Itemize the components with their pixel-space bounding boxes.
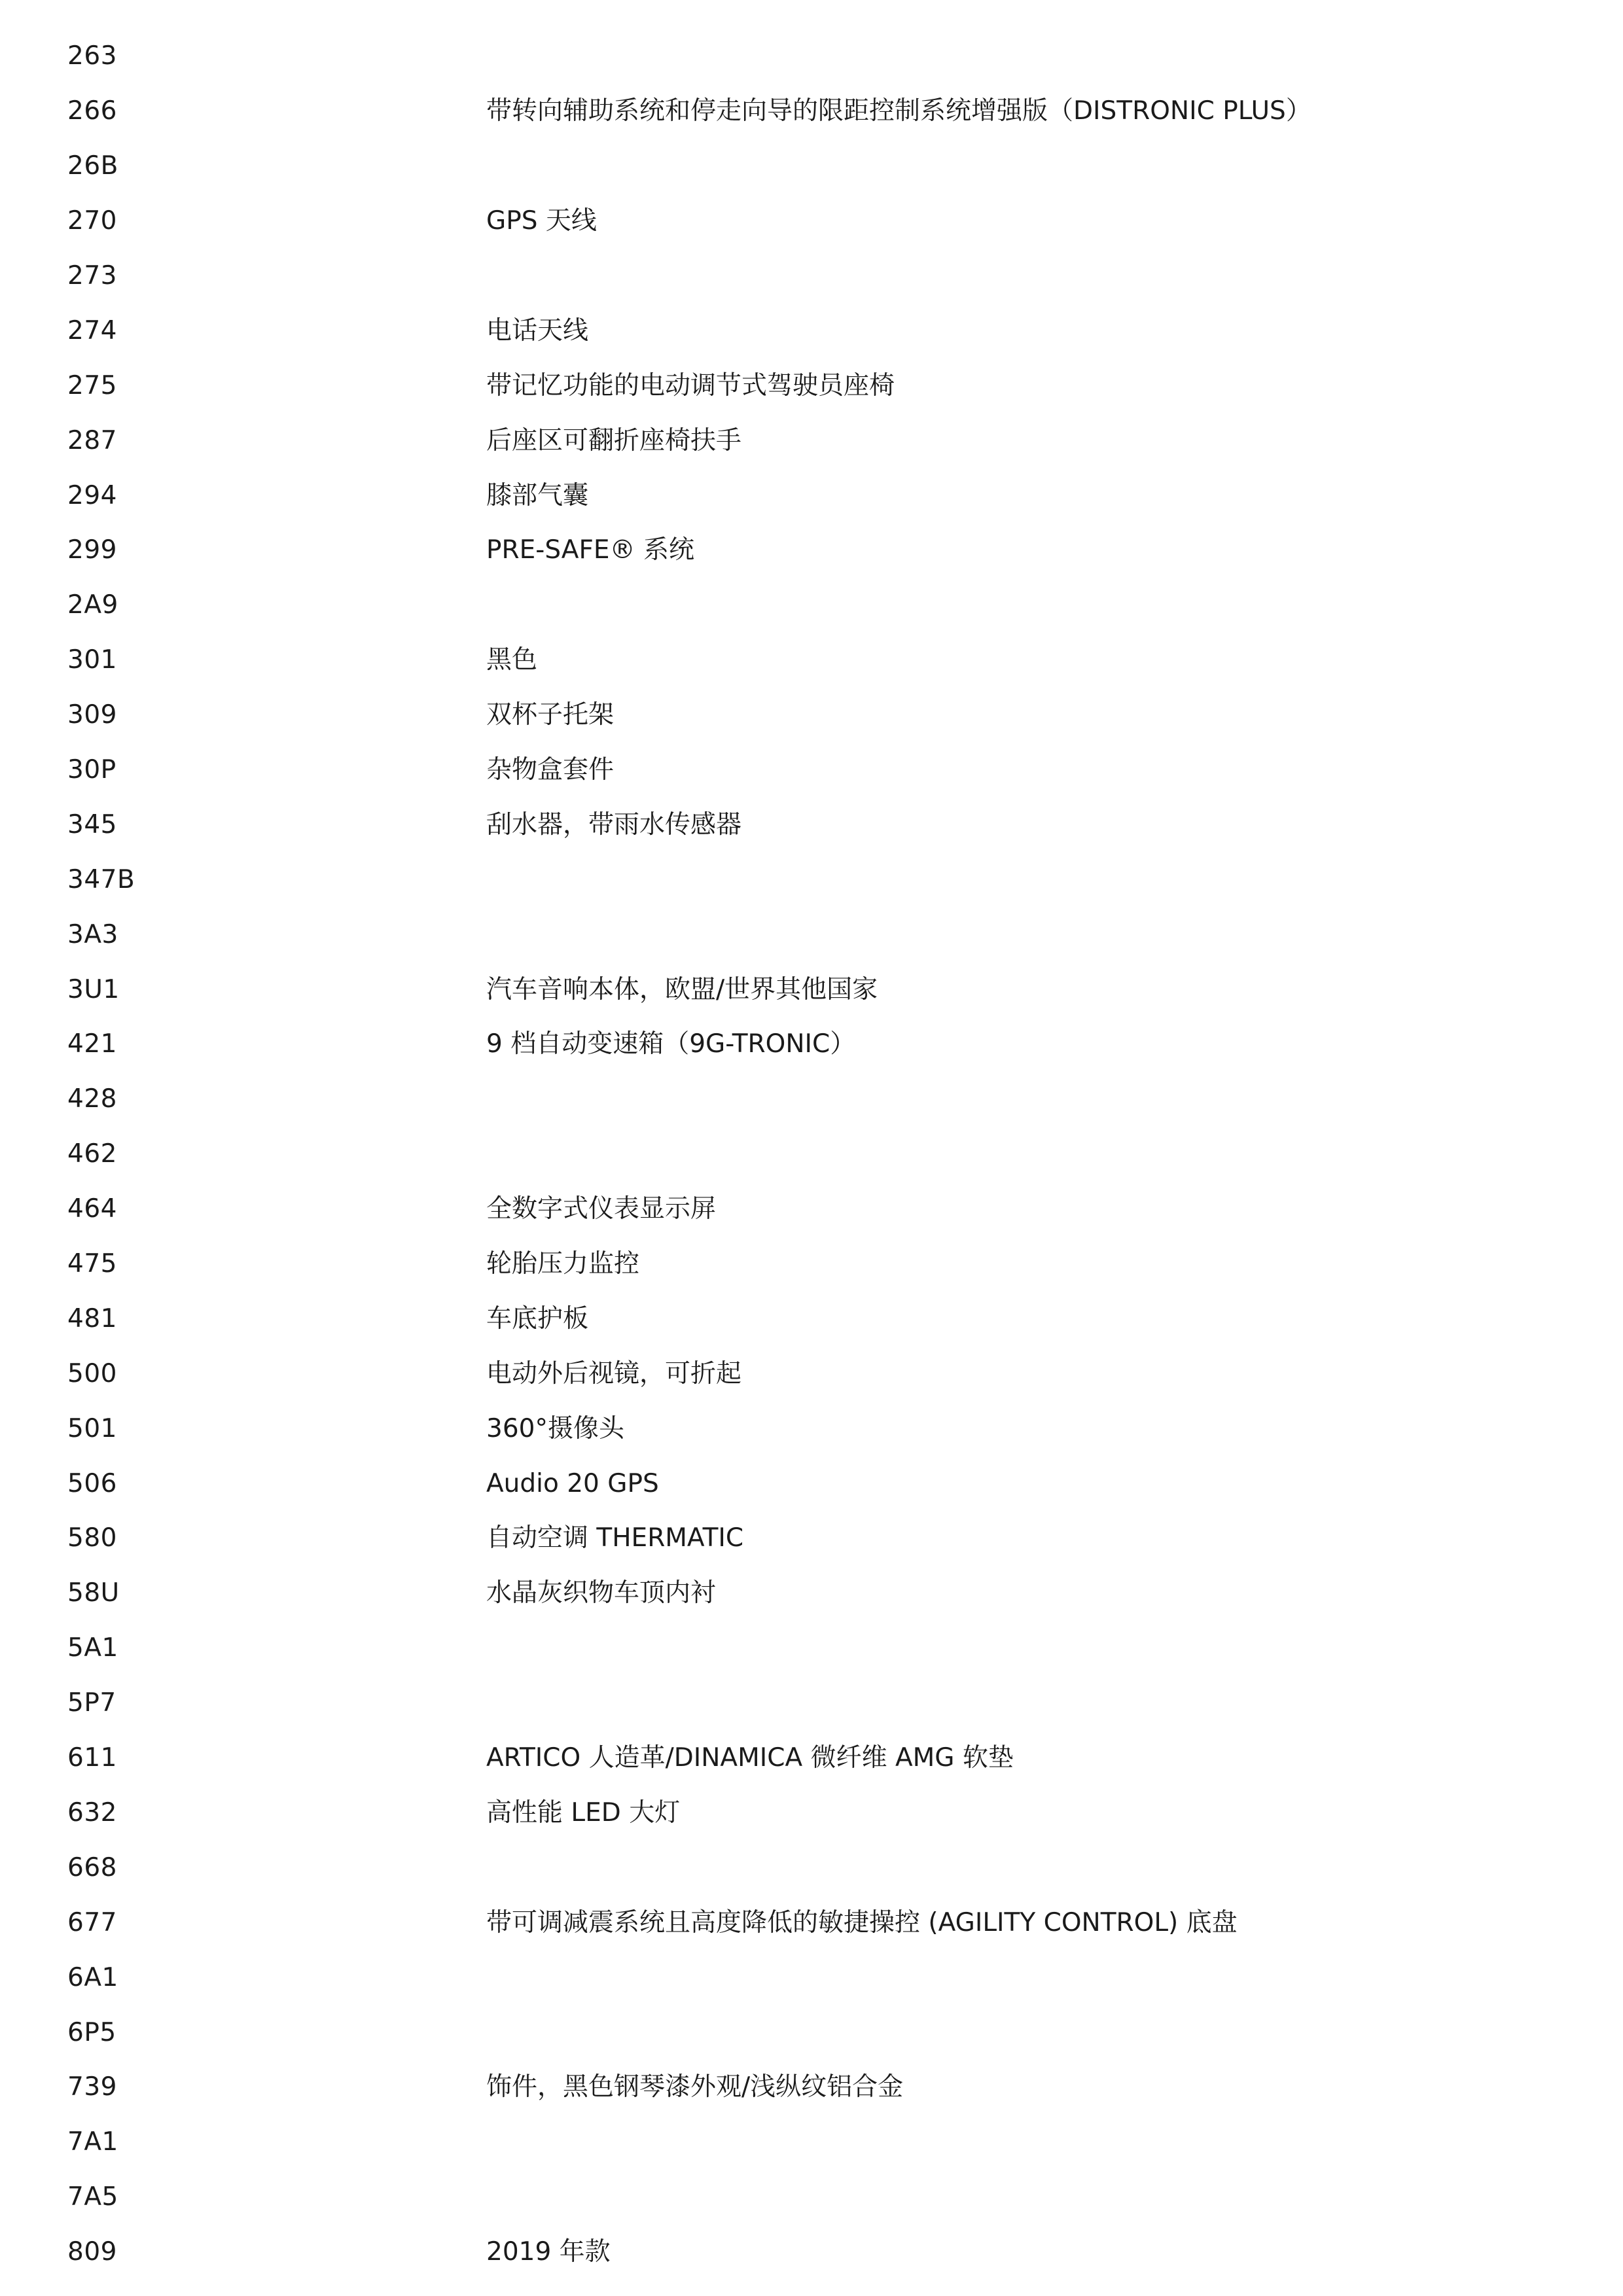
option-description: 饰件，黑色钢琴漆外观/浅纵纹铝合金 (486, 2072, 904, 2102)
option-code: 464 (67, 1194, 117, 1224)
option-row (67, 1731, 1573, 1786)
option-code: 294 (67, 480, 117, 510)
option-code: 345 (67, 809, 117, 839)
option-description: 双杯子托架 (486, 700, 615, 730)
option-code: 611 (67, 1743, 117, 1773)
option-row (67, 139, 1573, 194)
option-code: 5P7 (67, 1688, 116, 1718)
option-description: 高性能 LED 大灯 (486, 1797, 681, 1828)
option-row (67, 2225, 1573, 2280)
option-description: 水晶灰织物车顶内衬 (486, 1578, 717, 1608)
option-description: 电动外后视镜，可折起 (486, 1358, 742, 1388)
option-code: 809 (67, 2237, 117, 2267)
option-code: 347B (67, 864, 135, 894)
option-row (67, 2060, 1573, 2115)
option-code: 274 (67, 315, 117, 345)
option-row (67, 1786, 1573, 1841)
option-description: 杂物盒套件 (486, 755, 615, 785)
option-code: 2A9 (67, 590, 118, 620)
option-row (67, 688, 1573, 743)
option-row (67, 2005, 1573, 2060)
option-row (67, 523, 1573, 578)
option-row (67, 2170, 1573, 2225)
option-description: 带记忆功能的电动调节式驾驶员座椅 (486, 370, 895, 400)
option-code: 739 (67, 2072, 117, 2102)
option-code: 26B (67, 151, 118, 181)
option-description: 刮水器，带雨水传感器 (486, 809, 742, 839)
option-row (67, 1346, 1573, 1401)
option-description: ARTICO 人造革/DINAMICA 微纤维 AMG 软垫 (486, 1743, 1014, 1773)
option-description: 电话天线 (486, 315, 589, 345)
option-code: 462 (67, 1139, 117, 1169)
option-description: 汽车音响本体，欧盟/世界其他国家 (486, 974, 878, 1004)
option-row (67, 1237, 1573, 1292)
option-code: 7A5 (67, 2182, 118, 2212)
option-description: Audio 20 GPS (486, 1468, 659, 1498)
option-code: 5A1 (67, 1633, 118, 1663)
option-code: 7A1 (67, 2127, 118, 2157)
option-code: 58U (67, 1578, 120, 1608)
option-code: 677 (67, 1907, 117, 1937)
option-row (67, 358, 1573, 413)
option-code: 299 (67, 535, 117, 565)
option-code: 506 (67, 1468, 117, 1498)
option-description: 360°摄像头 (486, 1413, 624, 1443)
option-description: 带可调减震系统且高度降低的敏捷操控 (AGILITY CONTROL) 底盘 (486, 1907, 1238, 1937)
option-row (67, 743, 1573, 798)
option-code: 6P5 (67, 2017, 116, 2047)
option-description: GPS 天线 (486, 206, 597, 236)
option-row (67, 249, 1573, 304)
option-row (67, 1621, 1573, 1676)
option-code-list (67, 29, 1573, 2280)
option-code: 3A3 (67, 919, 118, 949)
option-code: 266 (67, 96, 117, 126)
option-row (67, 1291, 1573, 1346)
option-row (67, 1950, 1573, 2005)
option-row (67, 797, 1573, 852)
option-code: 3U1 (67, 974, 120, 1004)
option-description: 全数字式仪表显示屏 (486, 1194, 717, 1224)
option-code: 287 (67, 425, 117, 455)
option-code: 500 (67, 1358, 117, 1388)
option-row (67, 1840, 1573, 1895)
option-row (67, 578, 1573, 633)
option-row (67, 1895, 1573, 1950)
option-row (67, 1566, 1573, 1621)
option-code: 501 (67, 1413, 117, 1443)
option-description: 9 档自动变速箱（9G-TRONIC） (486, 1029, 856, 1059)
option-code: 270 (67, 206, 117, 236)
option-row (67, 852, 1573, 907)
option-description: 黑色 (486, 645, 538, 675)
option-code: 580 (67, 1523, 117, 1553)
option-code: 632 (67, 1797, 117, 1828)
option-code: 273 (67, 261, 117, 291)
option-code: 275 (67, 370, 117, 400)
option-row (67, 468, 1573, 523)
option-row (67, 1127, 1573, 1182)
option-description: 车底护板 (486, 1303, 589, 1333)
option-code: 481 (67, 1303, 117, 1333)
option-row (67, 1456, 1573, 1511)
option-code: 301 (67, 645, 117, 675)
option-row (67, 907, 1573, 962)
option-row (67, 194, 1573, 249)
option-row (67, 1017, 1573, 1072)
option-row (67, 1072, 1573, 1127)
option-row (67, 2115, 1573, 2170)
option-row (67, 962, 1573, 1017)
option-row (67, 1401, 1573, 1456)
option-code: 668 (67, 1852, 117, 1882)
option-row (67, 303, 1573, 358)
option-code: 263 (67, 41, 117, 71)
option-description: 轮胎压力监控 (486, 1249, 640, 1279)
option-row (67, 1182, 1573, 1237)
option-row (67, 413, 1573, 468)
option-row (67, 29, 1573, 84)
option-description: 带转向辅助系统和停走向导的限距控制系统增强版（DISTRONIC PLUS） (486, 96, 1311, 126)
option-code: 6A1 (67, 1962, 118, 1992)
option-description: 自动空调 THERMATIC (486, 1523, 744, 1553)
option-code: 309 (67, 700, 117, 730)
option-description: 2019 年款 (486, 2237, 611, 2267)
option-code: 421 (67, 1029, 117, 1059)
option-row (67, 1511, 1573, 1566)
option-description: PRE-SAFE® 系统 (486, 535, 694, 565)
option-row (67, 1676, 1573, 1731)
option-description: 后座区可翻折座椅扶手 (486, 425, 742, 455)
option-code: 428 (67, 1084, 117, 1114)
option-code: 30P (67, 755, 116, 785)
option-row (67, 633, 1573, 688)
option-code: 475 (67, 1249, 117, 1279)
option-description: 膝部气囊 (486, 480, 589, 510)
option-row (67, 84, 1573, 139)
